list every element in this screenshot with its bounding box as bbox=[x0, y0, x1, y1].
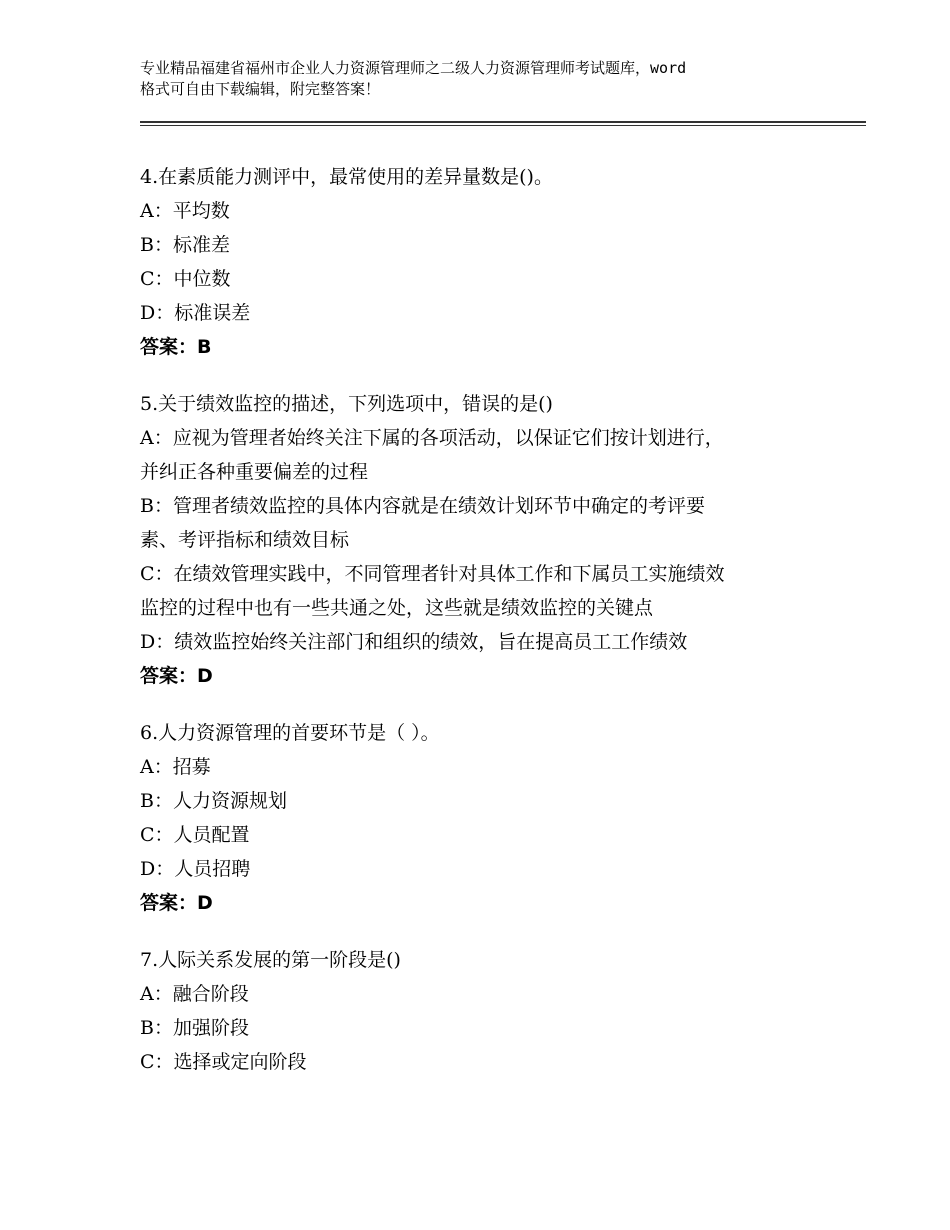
header-line-1: 专业精品福建省福州市企业人力资源管理师之二级人力资源管理师考试题库，word bbox=[140, 59, 687, 77]
answer-option: C：中位数 bbox=[140, 268, 231, 290]
answer-option: C：在绩效管理实践中，不同管理者针对具体工作和下属员工实施绩效 bbox=[140, 563, 725, 585]
question-stem: 6.人力资源管理的首要环节是（ ）。 bbox=[140, 722, 440, 744]
answer-option: B：管理者绩效监控的具体内容就是在绩效计划环节中确定的考评要 bbox=[140, 495, 705, 517]
header-divider bbox=[140, 121, 866, 126]
answer-option: A：招募 bbox=[140, 756, 211, 778]
question-block bbox=[140, 160, 830, 364]
document-header bbox=[140, 58, 830, 100]
answer-option: D：人员招聘 bbox=[140, 858, 251, 880]
question-block bbox=[140, 943, 830, 1079]
answer-option: D：标准误差 bbox=[140, 302, 251, 324]
answer-key: 答案：D bbox=[140, 665, 213, 687]
question-stem: 7.人际关系发展的第一阶段是() bbox=[140, 949, 401, 971]
question-stem: 5.关于绩效监控的描述，下列选项中，错误的是() bbox=[140, 393, 553, 415]
answer-key: 答案：B bbox=[140, 336, 212, 358]
answer-option: B：加强阶段 bbox=[140, 1017, 249, 1039]
question-stem: 4.在素质能力测评中，最常使用的差异量数是()。 bbox=[140, 166, 553, 188]
answer-key: 答案：D bbox=[140, 892, 213, 914]
answer-option: 并纠正各种重要偏差的过程 bbox=[140, 461, 369, 483]
answer-option: A：平均数 bbox=[140, 200, 230, 222]
answer-option: B：标准差 bbox=[140, 234, 230, 256]
answer-option: 监控的过程中也有一些共通之处，这些就是绩效监控的关键点 bbox=[140, 597, 654, 619]
answer-option: 素、考评指标和绩效目标 bbox=[140, 529, 350, 551]
question-block bbox=[140, 716, 830, 920]
answer-option: A：融合阶段 bbox=[140, 983, 249, 1005]
question-block bbox=[140, 387, 830, 693]
header-line-2: 格式可自由下载编辑，附完整答案！ bbox=[140, 80, 381, 98]
answer-option: C：人员配置 bbox=[140, 824, 250, 846]
answer-option: B：人力资源规划 bbox=[140, 790, 287, 812]
question-list bbox=[140, 160, 830, 1102]
answer-option: D：绩效监控始终关注部门和组织的绩效，旨在提高员工工作绩效 bbox=[140, 631, 688, 653]
answer-option: A：应视为管理者始终关注下属的各项活动，以保证它们按计划进行， bbox=[140, 427, 724, 449]
answer-option: C：选择或定向阶段 bbox=[140, 1051, 307, 1073]
